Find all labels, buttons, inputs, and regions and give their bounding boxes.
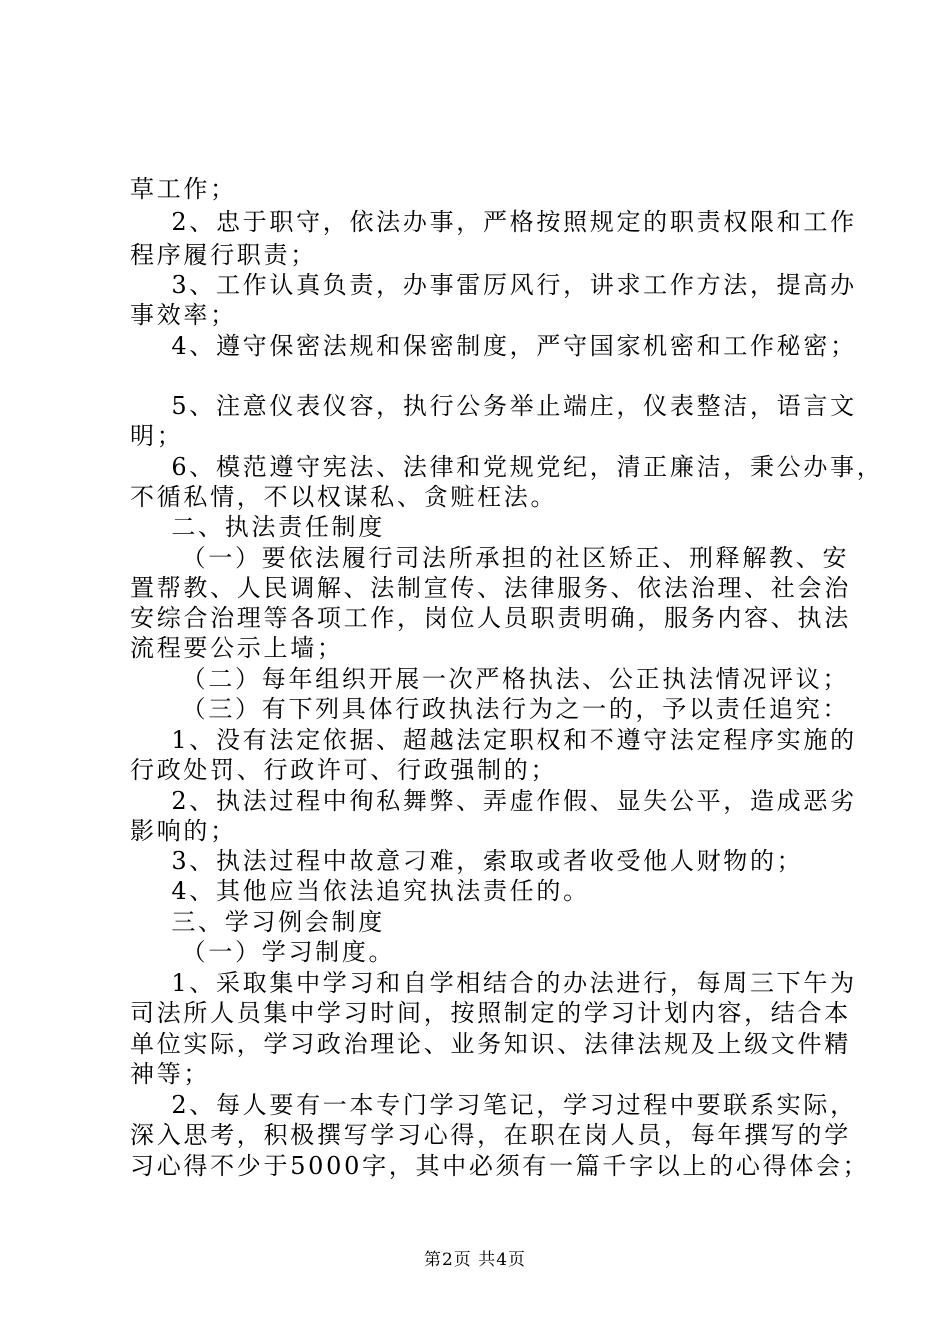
- text-line: 2、忠于职守，依法办事，严格按照规定的职责权限和工作: [130, 208, 857, 236]
- section-heading: 二、执法责任制度: [130, 513, 385, 541]
- text-line: （二）每年组织开展一次严格执法、公正执法情况评议；: [130, 665, 850, 693]
- text-line: 安综合治理等各项工作，岗位人员职责明确，服务内容、执法: [130, 604, 851, 632]
- text-line: 程序履行职责；: [130, 241, 317, 269]
- text-line: 影响的；: [130, 817, 237, 845]
- text-line: 1、采取集中学习和自学相结合的办法进行，每周三下午为: [130, 969, 857, 997]
- text-line: 明；: [130, 422, 184, 450]
- text-line: 3、工作认真负责，办事雷厉风行，讲求工作方法，提高办: [130, 271, 857, 299]
- text-line: 草工作；: [130, 175, 237, 203]
- text-line: 3、执法过程中故意刁难，索取或者收受他人财物的；: [130, 847, 804, 875]
- section-heading: 三、学习例会制度: [130, 908, 385, 936]
- text-line: 司法所人员集中学习时间，按照制定的学习计划内容，结合本: [130, 999, 851, 1027]
- text-line: 5、注意仪表仪容，执行公务举止端庄，仪表整洁，语言文: [130, 392, 857, 420]
- text-line: 习心得不少于5000字，其中必须有一篇千字以上的心得体会；: [130, 1152, 870, 1180]
- text-line: 4、其他应当依法追究执法责任的。: [130, 877, 590, 905]
- text-line: 神等；: [130, 1060, 211, 1088]
- text-line: （一）学习制度。: [130, 938, 396, 966]
- text-line: 不循私情，不以权谋私、贪赃枉法。: [130, 483, 558, 511]
- text-line: 置帮教、人民调解、法制宣传、法律服务、依法治理、社会治: [130, 574, 851, 602]
- text-line: 深入思考，积极撰写学习心得，在职在岗人员，每年撰写的学: [130, 1121, 851, 1149]
- text-line: 6、模范遵守宪法、法律和党规党纪，清正廉洁，秉公办事，: [130, 453, 884, 481]
- text-line: 事效率；: [130, 301, 237, 329]
- text-line: 流程要公示上墙；: [130, 634, 344, 662]
- text-line: 2、执法过程中徇私舞弊、弄虚作假、显失公平，造成恶劣: [130, 787, 857, 815]
- text-line: （三）有下列具体行政执法行为之一的，予以责任追究：: [130, 695, 850, 723]
- text-line: 1、没有法定依据、超越法定职权和不遵守法定程序实施的: [130, 726, 857, 754]
- text-line: 单位实际，学习政治理论、业务知识、法律法规及上级文件精: [130, 1030, 851, 1058]
- text-line: 4、遵守保密法规和保密制度，严守国家机密和工作秘密；: [130, 332, 857, 360]
- page-footer: 第2页 共4页: [423, 1250, 527, 1270]
- text-line: 行政处罚、行政许可、行政强制的；: [130, 756, 558, 784]
- text-line: （一）要依法履行司法所承担的社区矫正、刑释解教、安: [130, 544, 850, 572]
- text-line: 2、每人要有一本专门学习笔记，学习过程中要联系实际，: [130, 1091, 857, 1119]
